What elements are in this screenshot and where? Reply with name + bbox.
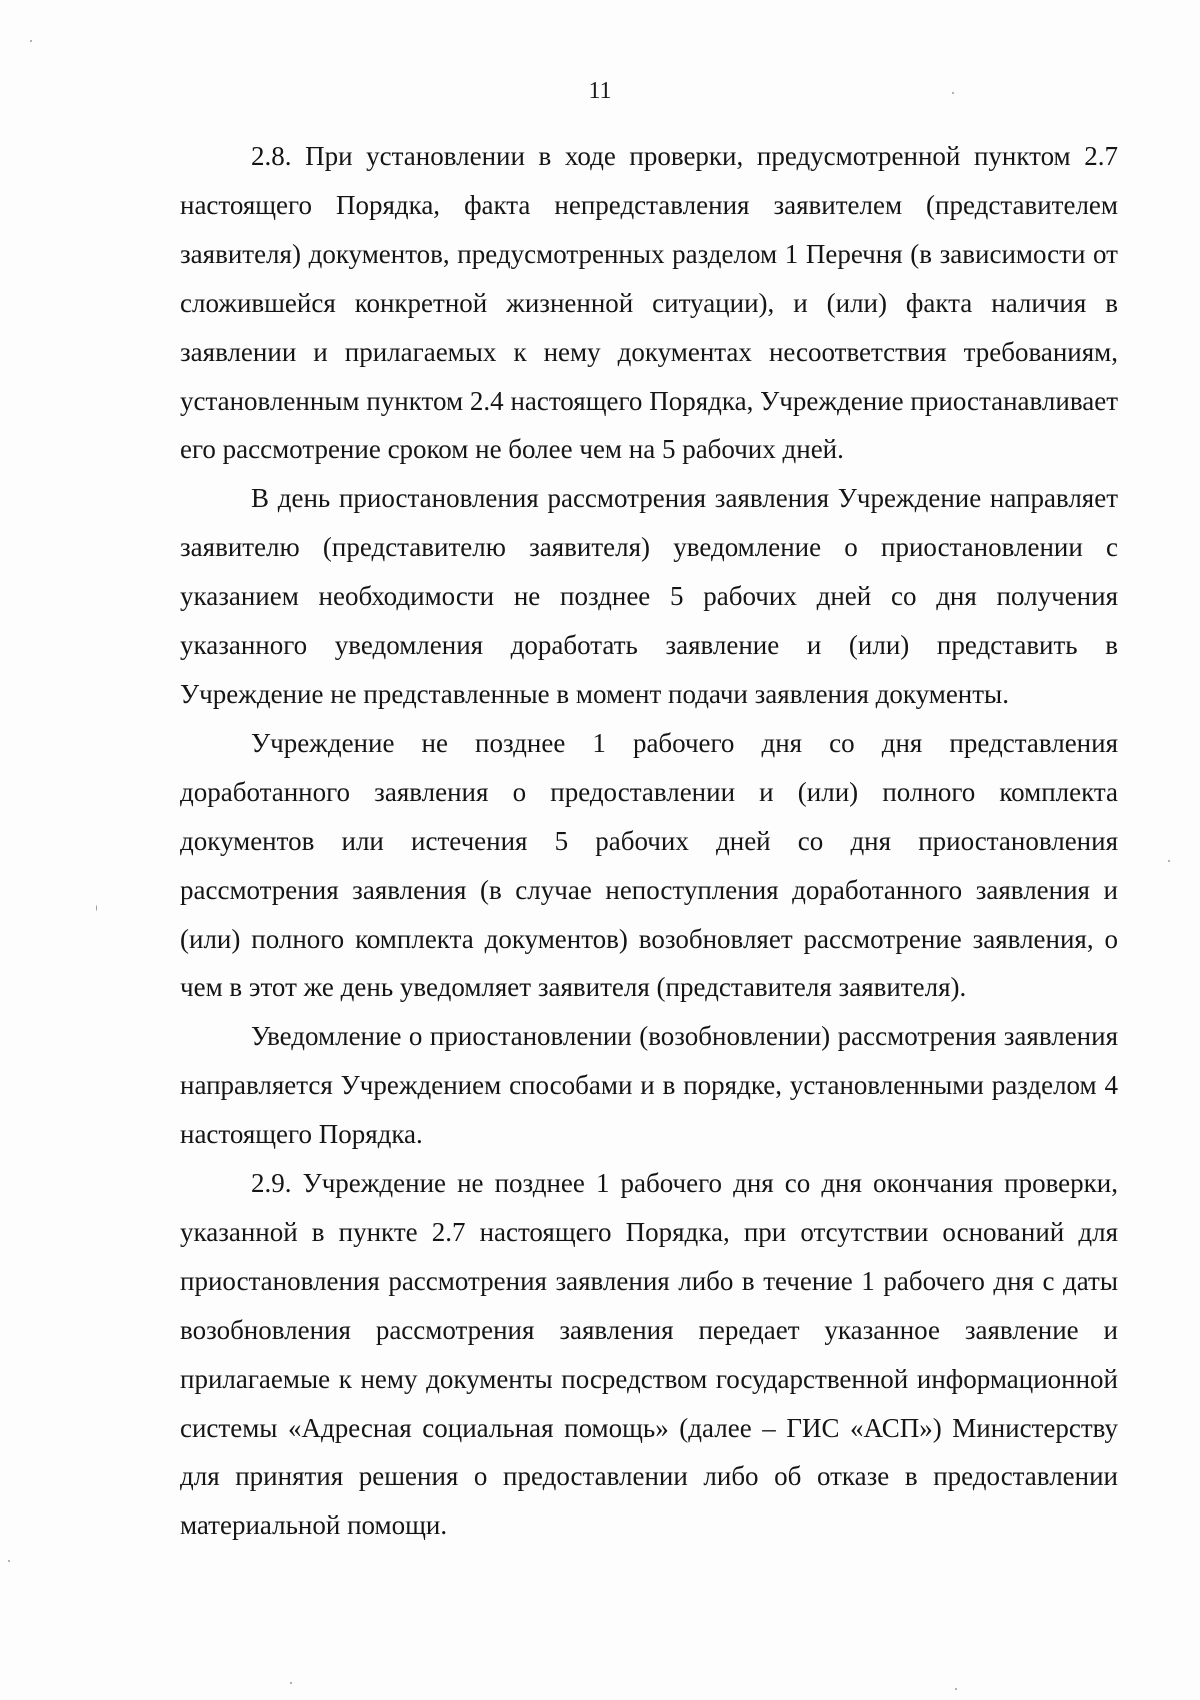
paragraph-suspension-notice: В день приостановления рассмотрения заявления Учреждение направляет заявителю (представителю заявителя) уведомление о приостановлении с указанием необходимости не позднее 5 рабочих дней со дня получения указанного уведомления доработать заявление и (или) представить в Учреждение не представленные в момент подачи заявления документы.: [180, 483, 1118, 709]
paragraph-notification-method: Уведомление о приостановлении (возобновлении) рассмотрения заявления направляется Учреждением способами и в порядке, установленными разделом 4 настоящего Порядка.: [180, 1021, 1118, 1150]
paragraph-2-9: 2.9. Учреждение не позднее 1 рабочего дня со дня окончания проверки, указанной в пункте 2.7 настоящего Порядка, при отсутствии оснований для приостановления рассмотрения заявления либо в течение 1 рабочего дня с даты возобновления рассмотрения заявления передает указанное заявление и прилагаемые к нему документы посредством государственной информационной системы «Адресная социальная помощь» (далее – ГИС «АСП») Министерству для принятия решения о предоставлении либо об отказе в предоставлении материальной помощи.: [180, 1168, 1118, 1541]
paragraph-2-8: 2.8. При установлении в ходе проверки, предусмотренной пунктом 2.7 настоящего Порядка, факта непредставления заявителем (представителем заявителя) документов, предусмотренных разделом 1 Перечня (в зависимости от сложившейся конкретной жизненной ситуации), и (или) факта наличия в заявлении и прилагаемых к нему документах несоответствия требованиям, установленным пунктом 2.4 настоящего Порядка, Учреждение приостанавливает его рассмотрение сроком не более чем на 5 рабочих дней.: [180, 141, 1118, 465]
scan-speck: [955, 1688, 957, 1690]
scan-speck: [96, 905, 97, 911]
page-number: 11: [588, 78, 612, 104]
scan-speck: [8, 1560, 10, 1562]
scan-speck: [952, 92, 954, 94]
scan-speck: [30, 40, 32, 42]
scan-speck: [1168, 860, 1170, 862]
document-body: [180, 132, 1118, 1550]
scan-speck: [290, 1682, 292, 1684]
paragraph-resumption: Учреждение не позднее 1 рабочего дня со дня представления доработанного заявления о предоставлении и (или) полного комплекта документов или истечения 5 рабочих дней со дня приостановления рассмотрения заявления (в случае непоступления доработанного заявления и (или) полного комплекта документов) возобновляет рассмотрение заявления, о чем в этот же день уведомляет заявителя (представителя заявителя).: [180, 727, 1118, 1003]
